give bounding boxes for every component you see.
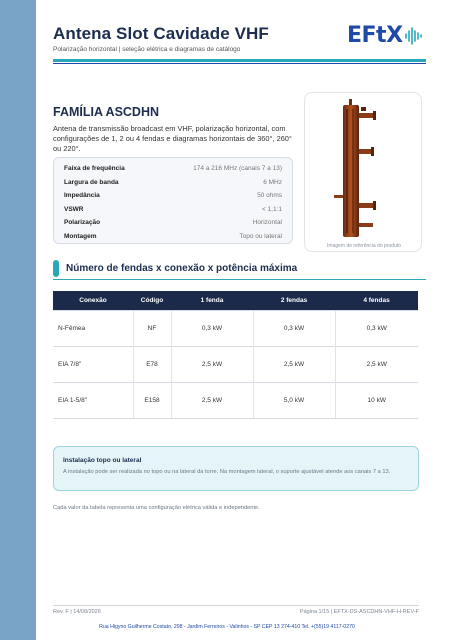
spec-label: Impedância [64, 192, 100, 199]
spec-box [53, 157, 293, 244]
header-rule-thin [53, 63, 426, 64]
installation-note [53, 446, 419, 491]
datasheet-page [36, 0, 453, 640]
section-title: Número de fendas x conexão x potência máxima [66, 263, 298, 274]
table-row [53, 382, 418, 418]
table-row [53, 310, 418, 346]
footer-rule [53, 605, 419, 606]
table-cell: 10 kW [335, 382, 418, 418]
spec-row [64, 179, 282, 192]
table-cell: 0,3 kW [171, 310, 253, 346]
section-rule [53, 279, 426, 280]
table-header-row [53, 291, 418, 310]
table-cell: E158 [133, 382, 171, 418]
table-cell: E78 [133, 346, 171, 382]
spec-value: Horizontal [252, 219, 282, 226]
note-text: A instalação pode ser realizada no topo ou na lateral da torre. Na montagem lateral, o suporte ajustável atende aos canais 7 a 13. [63, 469, 391, 475]
page-title: Antena Slot Cavidade VHF [53, 24, 269, 43]
spec-label: Largura de banda [64, 178, 119, 186]
logo-text: EFtX [347, 23, 403, 48]
column-header: 1 fenda [171, 291, 253, 310]
table-cell: NF [133, 310, 171, 346]
column-header: 4 fendas [335, 291, 418, 310]
spec-row [64, 165, 282, 178]
spec-value: 174 a 216 MHz (canais 7 a 13) [193, 165, 282, 172]
spec-value: Topo ou lateral [239, 232, 282, 240]
product-image-card [304, 92, 422, 252]
footer-address: Rua Higyno Guilherme Costato, 298 - Jardim Ferreiros - Valinhos - SP CEP 13 274-410 Tel. +(55)19 4117-0270 [99, 624, 355, 630]
spec-value: < 1,1:1 [261, 205, 282, 213]
spec-label: Polarização [64, 219, 101, 226]
table-cell: 2,5 kW [335, 346, 418, 382]
power-table [53, 291, 418, 419]
table-cell: 5,0 kW [253, 382, 335, 418]
table-footnote: Cada valor da tabela representa uma configuração elétrica válida e independente. [53, 505, 260, 511]
section-accent-bar [53, 260, 59, 277]
signal-wave-icon [404, 26, 424, 46]
column-header: 2 fendas [253, 291, 335, 310]
table-cell: 0,3 kW [253, 310, 335, 346]
note-title: Instalação topo ou lateral [63, 457, 142, 464]
family-description: Antena de transmissão broadcast em VHF, polarização horizontal, com configurações de 1, 2 ou 4 fendas e diagramas horizontais de 360°, 260° ou 220°. [53, 124, 292, 153]
spec-row [64, 233, 282, 246]
left-decorative-bar [0, 0, 36, 640]
footer-revision: Rev. F | 14/08/2026 [53, 609, 101, 615]
eftx-logo [347, 23, 423, 49]
table-cell: 2,5 kW [171, 346, 253, 382]
column-header: Código [133, 291, 171, 310]
image-caption: Imagem de referência do produto [327, 243, 401, 249]
family-title: FAMÍLIA ASCDHN [53, 105, 160, 119]
table-row [53, 346, 418, 382]
spec-row [64, 206, 282, 219]
footer-page-ref: Página 1/15 | EFTX-DS-ASCDHN-VHF-H-REV-F [299, 609, 419, 615]
table-cell: EIA 1-5/8" [53, 382, 133, 418]
table-cell: 0,3 kW [335, 310, 418, 346]
spec-label: Montagem [64, 232, 97, 240]
spec-value: 6 MHz [263, 178, 282, 186]
table-cell: EIA 7/8" [53, 346, 133, 382]
table-cell: N-Fêmea [53, 310, 133, 346]
spec-label: VSWR [64, 205, 84, 213]
antenna-product-image [329, 99, 399, 241]
spec-row [64, 219, 282, 232]
page-subtitle: Polarização horizontal | seleção elétrica e diagramas de catálogo [53, 46, 241, 53]
spec-label: Faixa de frequência [64, 165, 125, 172]
column-header: Conexão [53, 291, 133, 310]
spec-row [64, 192, 282, 205]
table-cell: 2,5 kW [171, 382, 253, 418]
spec-value: 50 ohms [257, 192, 282, 199]
table-cell: 2,5 kW [253, 346, 335, 382]
header-rule [53, 59, 426, 62]
